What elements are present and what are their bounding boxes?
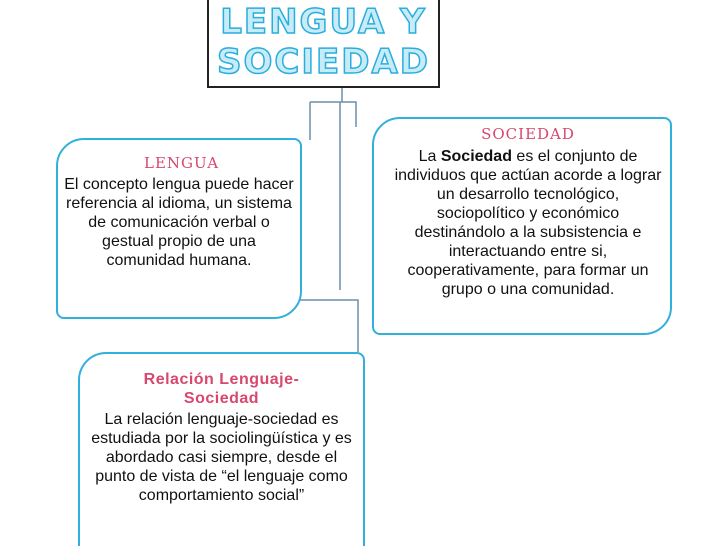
sociedad-heading: SOCIEDAD xyxy=(481,125,575,143)
title-line-2: SOCIEDAD xyxy=(217,42,430,82)
sociedad-card xyxy=(372,117,672,335)
title-box xyxy=(207,0,440,88)
sociedad-term: Sociedad xyxy=(440,148,512,165)
sociedad-body xyxy=(392,147,664,299)
lengua-card xyxy=(56,138,302,319)
sociedad-text: es el conjunto de individuos que actúan acorde a lograr un desarrollo tecnológico, sociopolítico y económico destinándolo a la subsistencia e interactuando entre si, cooperativamente, para formar un grupo o una comunidad. xyxy=(394,148,662,298)
relacion-heading: Relación Lenguaje-Sociedad xyxy=(143,371,300,407)
sociedad-lead: La xyxy=(418,148,441,165)
connector-branch-sociedad xyxy=(310,102,356,127)
lengua-text: El concepto lengua puede hacer referencia al idioma, un sistema de comunicación verbal o gestual propio de una comunidad humana. xyxy=(64,176,294,269)
lengua-heading: LENGUA xyxy=(144,154,220,172)
relacion-text: La relación lenguaje-sociedad es estudiada por la sociolingüística y es abordado casi siempre, desde el punto de vista de “el lenguaje como comportamiento social” xyxy=(91,411,352,504)
connector-relacion xyxy=(300,102,358,352)
relacion-card xyxy=(78,352,365,546)
title-line-1: LENGUA Y xyxy=(220,2,427,42)
